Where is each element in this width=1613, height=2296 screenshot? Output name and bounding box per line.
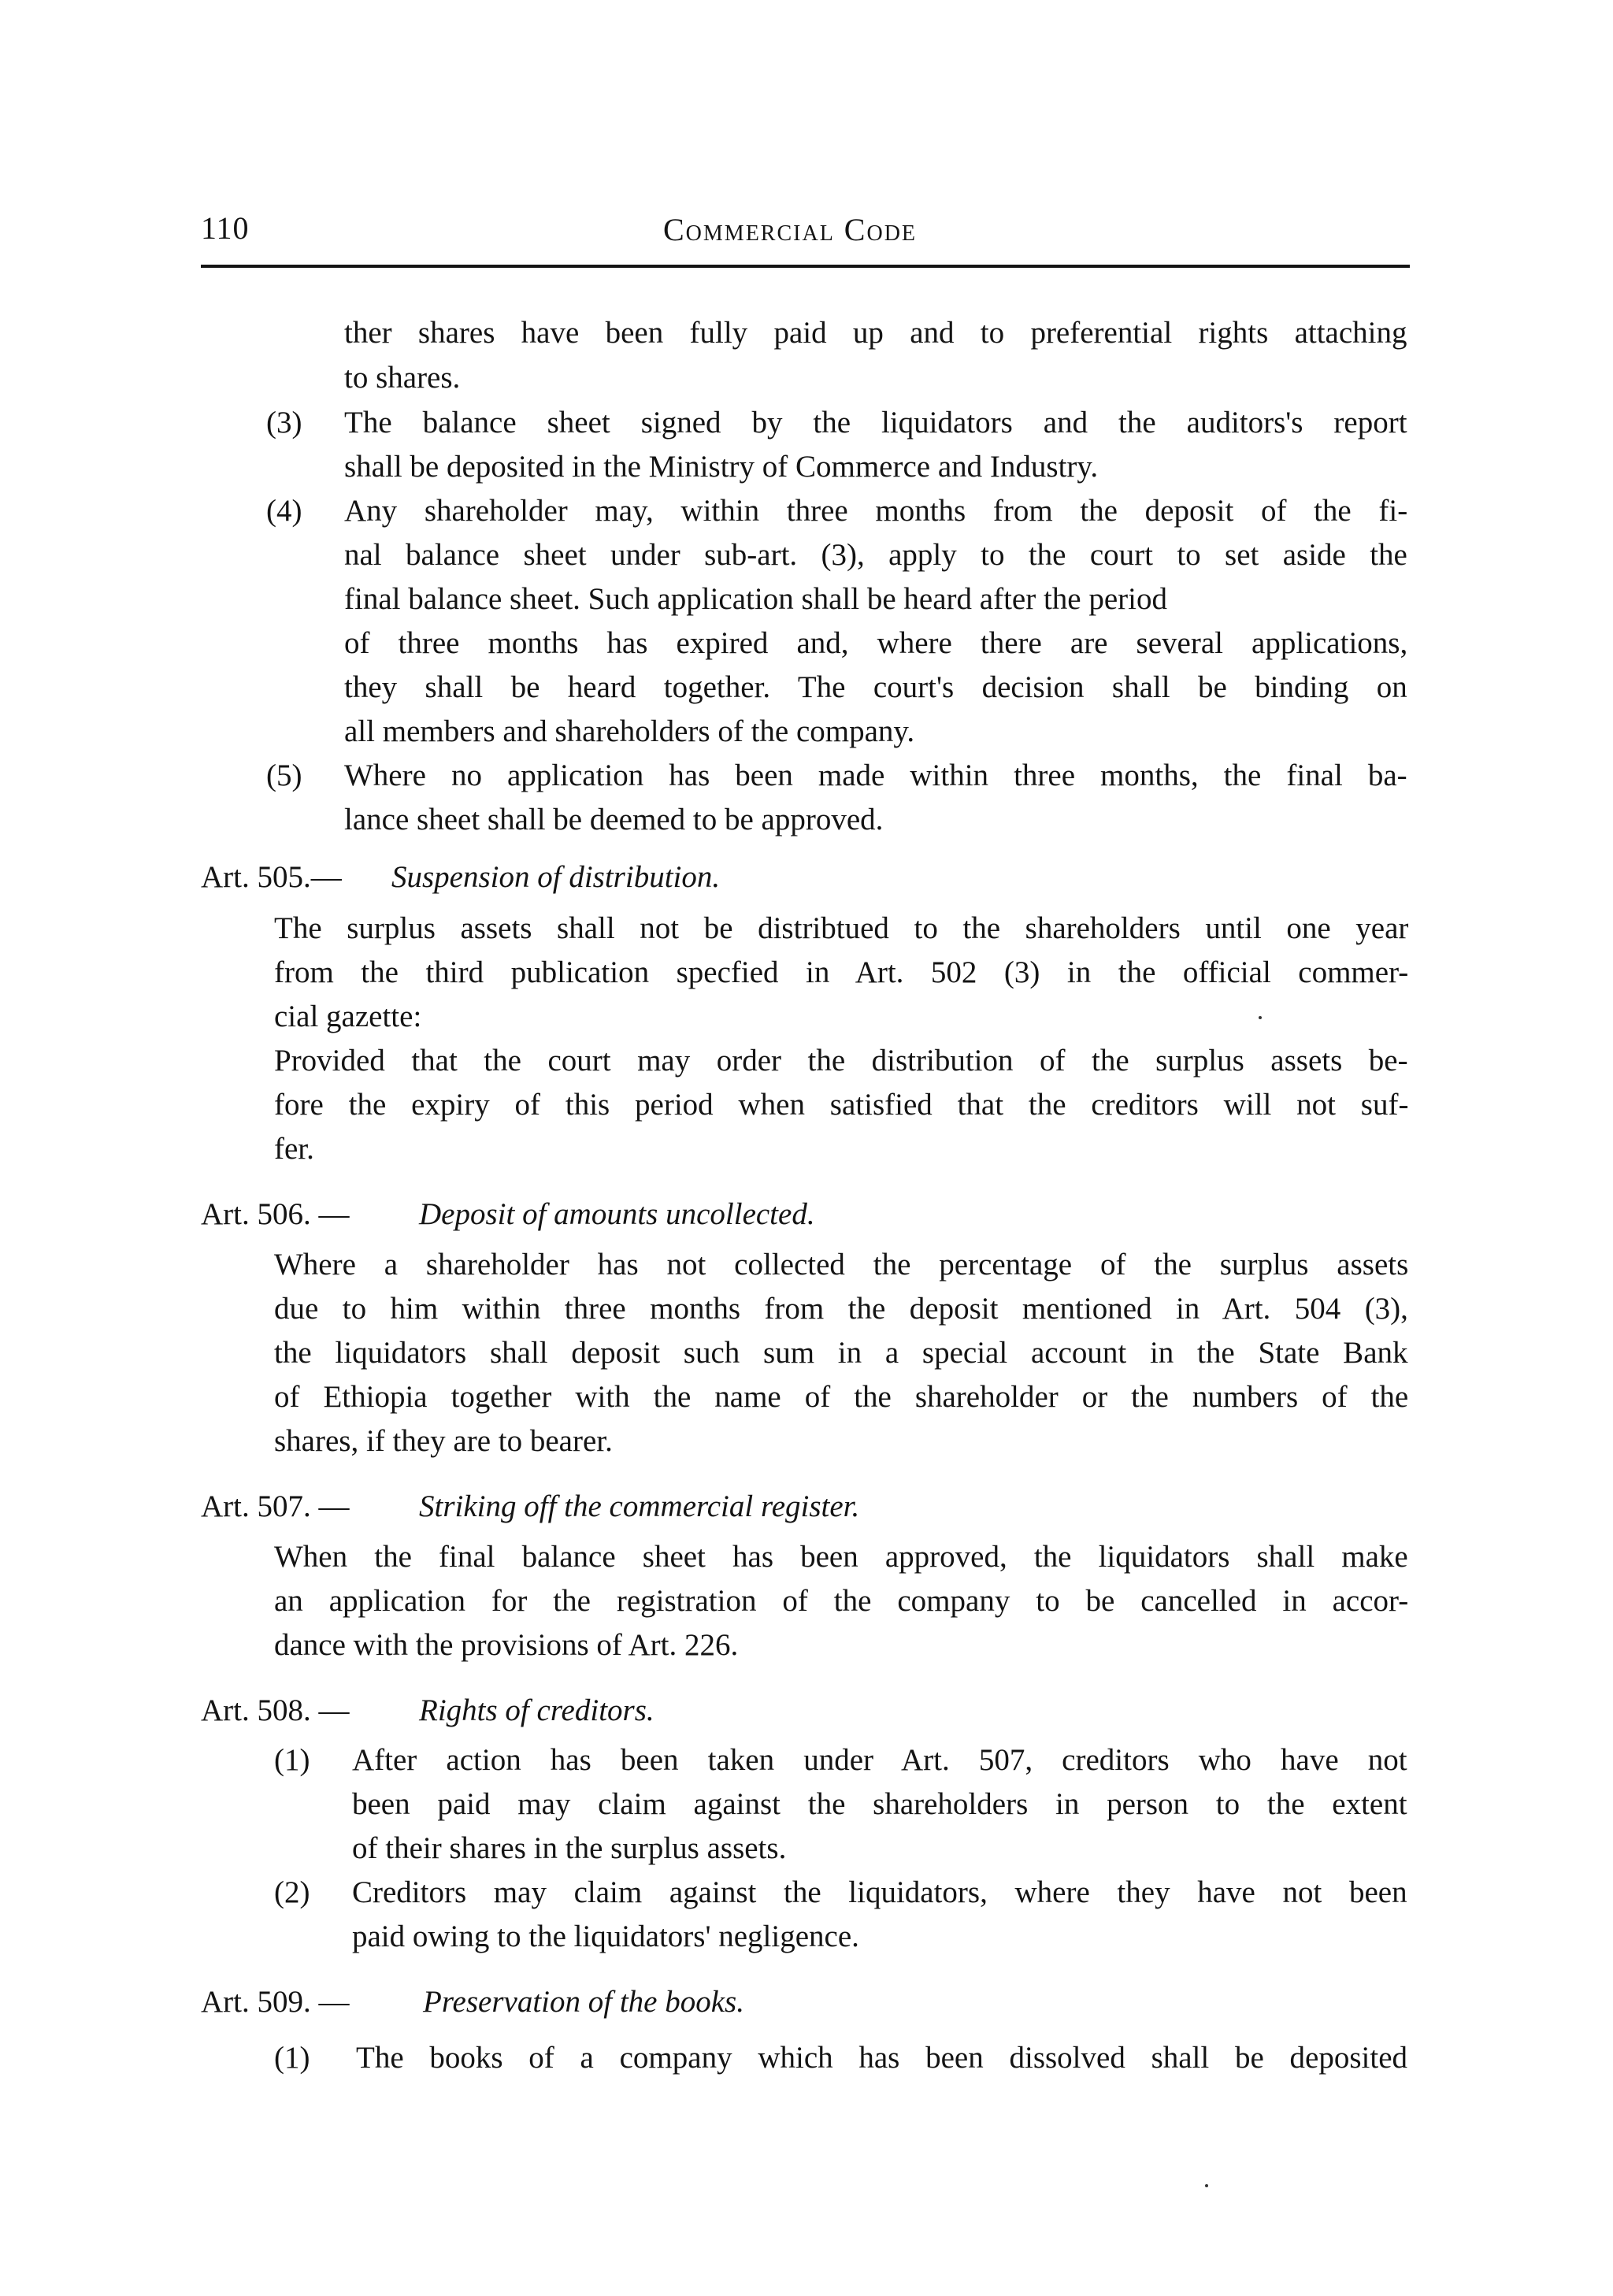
sub-article-number: (4): [266, 494, 302, 528]
body-line: When the final balance sheet has been approved, the liquidators shall make: [274, 1540, 1408, 1574]
article-number: Art. 507. —: [201, 1489, 350, 1523]
body-line: The balance sheet signed by the liquidators and the auditors's report: [344, 406, 1407, 440]
article-title: Deposit of amounts uncollected.: [419, 1197, 815, 1231]
body-line: The books of a company which has been dissolved shall be deposited: [356, 2041, 1408, 2075]
article-number: Art. 505.—: [201, 860, 342, 894]
body-line: Provided that the court may order the distribution of the surplus assets be-: [274, 1044, 1408, 1078]
page-number: 110: [201, 210, 250, 246]
article-number: Art. 509. —: [201, 1985, 350, 2019]
body-line: been paid may claim against the shareholders in person to the extent: [352, 1787, 1407, 1821]
body-line: of Ethiopia together with the name of the shareholder or the numbers of the: [274, 1380, 1409, 1414]
article-number: Art. 506. —: [201, 1197, 350, 1231]
body-line: Creditors may claim against the liquidators, where they have not been: [352, 1875, 1407, 1909]
article-title: Suspension of distribution.: [391, 860, 721, 894]
body-line: Where a shareholder has not collected the percentage of the surplus assets: [274, 1248, 1409, 1282]
sub-article-number: (3): [266, 406, 302, 440]
body-line: dance with the provisions of Art. 226.: [274, 1628, 739, 1662]
sub-article-number: (2): [274, 1875, 310, 1909]
body-line: lance sheet shall be deemed to be approved.: [344, 803, 884, 836]
body-line: to shares.: [344, 361, 461, 395]
body-line: ther shares have been fully paid up and to preferential rights attaching: [344, 316, 1407, 350]
body-line: shares, if they are to bearer.: [274, 1424, 613, 1458]
body-line: shall be deposited in the Ministry of Commerce and Industry.: [344, 450, 1099, 484]
body-line: After action has been taken under Art. 507, creditors who have not: [352, 1743, 1407, 1777]
body-line: final balance sheet. Such application shall be heard after the period: [344, 582, 1167, 616]
header-rule: [201, 265, 1410, 268]
body-line: the liquidators shall deposit such sum in a special account in the State Bank: [274, 1336, 1408, 1370]
speck: [1259, 1016, 1262, 1019]
body-line: an application for the registration of the company to be cancelled in accor-: [274, 1584, 1409, 1618]
body-line: nal balance sheet under sub-art. (3), apply to the court to set aside the: [344, 538, 1407, 572]
body-line: they shall be heard together. The court's decision shall be binding on: [344, 670, 1407, 704]
body-line: fore the expiry of this period when satisfied that the creditors will not suf-: [274, 1088, 1409, 1122]
article-number: Art. 508. —: [201, 1693, 350, 1727]
article-title: Preservation of the books.: [423, 1985, 744, 2019]
body-line: paid owing to the liquidators' negligence.: [352, 1920, 859, 1953]
body-line: from the third publication specfied in Art. 502 (3) in the official commer-: [274, 955, 1409, 989]
speck: [1205, 2184, 1208, 2187]
running-title: Commercial Code: [663, 212, 918, 247]
body-line: Any shareholder may, within three months from the deposit of the fi-: [344, 494, 1408, 528]
article-title: Striking off the commercial register.: [419, 1489, 860, 1523]
body-line: of their shares in the surplus assets.: [352, 1831, 787, 1865]
body-line: of three months has expired and, where there are several applications,: [344, 626, 1408, 660]
body-line: fer.: [274, 1132, 314, 1166]
body-line: Where no application has been made within three months, the final ba-: [344, 759, 1407, 792]
body-line: cial gazette:: [274, 1000, 422, 1033]
article-title: Rights of creditors.: [419, 1693, 654, 1727]
sub-article-number: (1): [274, 1743, 310, 1777]
body-line: due to him within three months from the deposit mentioned in Art. 504 (3),: [274, 1292, 1408, 1326]
sub-article-number: (5): [266, 759, 302, 792]
body-line: all members and shareholders of the company.: [344, 714, 915, 748]
sub-article-number: (1): [274, 2041, 310, 2075]
body-line: The surplus assets shall not be distribtued to the shareholders until one year: [274, 911, 1409, 945]
